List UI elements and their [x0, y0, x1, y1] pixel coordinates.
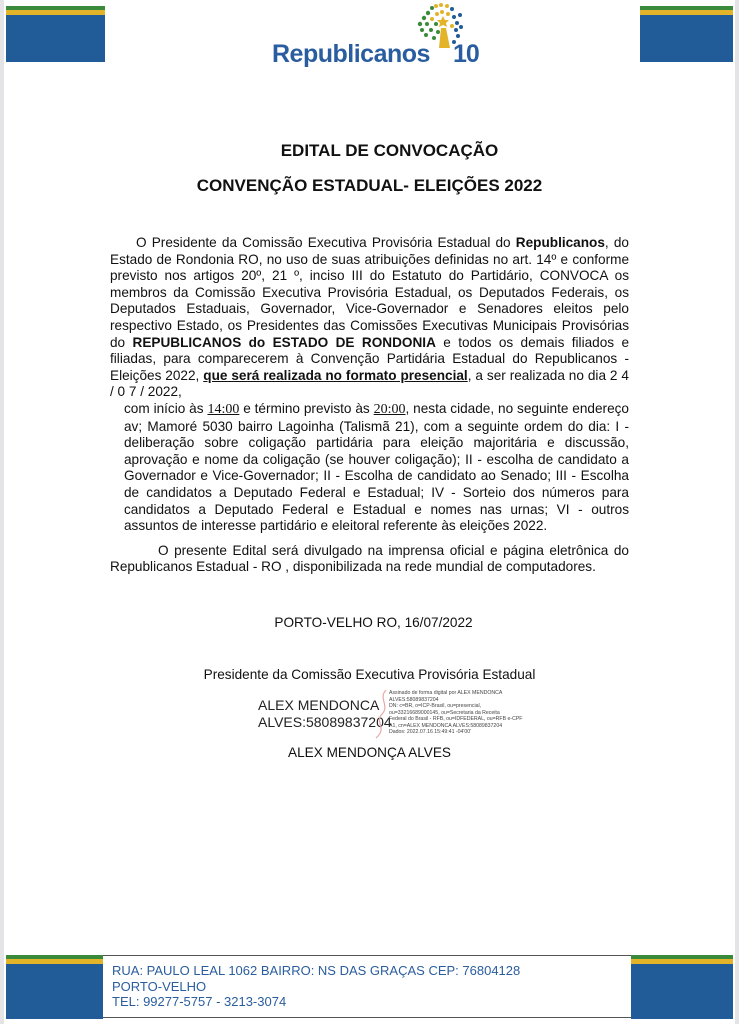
logo-text: Republicanos	[272, 40, 430, 68]
header-flag-left	[6, 6, 105, 62]
format-note: que será realizada no formato presencial	[203, 367, 468, 383]
party-name: Republicanos	[515, 235, 605, 250]
signer-name: ALEX MENDONÇA ALVES	[288, 745, 451, 760]
signature-detail-line: DN: c=BR, o=ICP-Brasil, ou=presencial,	[389, 703, 482, 709]
signature-detail-line: Dados: 2022.07.16 15:49:41 -04'00'	[389, 729, 472, 735]
end-time: 20:00	[373, 401, 406, 417]
header-flag-right	[640, 6, 733, 62]
republicanos-logo	[270, 2, 480, 72]
signature-detail-line: Assinado de forma digital por ALEX MENDONCA	[389, 690, 503, 696]
signature-detail-line: A1, cn=ALEX MENDONCA ALVES:58089837204	[389, 722, 503, 729]
footer-phone: TEL: 99277-5757 - 3213-3074	[112, 994, 287, 1009]
text: e término previsto às	[239, 400, 374, 416]
text: e todos os demais filiados e filiadas, para comparecerem à Convenção Partidária Estadual do Republicanos - Eleições 2022,	[110, 334, 629, 383]
signature-cpf-line: ALVES:58089837204	[258, 714, 392, 730]
signature-name-line: ALEX MENDONCA	[258, 697, 380, 713]
signer-role: Presidente da Comissão Executiva Provisória Estadual	[203, 667, 536, 682]
footer-address: RUA: PAULO LEAL 1062 BAIRRO: NS DAS GRAÇAS CEP: 76804128	[112, 963, 521, 978]
paragraph-agenda	[110, 401, 629, 535]
text: , do Estado de Rondonia RO, no uso de suas atribuições definidas no art. 14º e conforme previsto nos artigos 20º, 21 º, inciso III do Estatuto do Partidário, CONVOCA os membros da Comissão Executiva Provisória Estadual, os Deputados Federais, os Deputados Estaduais, Governador, Vice-Governador e Senadores eleitos pelo respectivo Estado, os Presidentes das Comissões Executivas Municipais Provisórias do	[110, 235, 629, 350]
digital-signature-details	[389, 690, 529, 736]
logo-number: 10	[453, 40, 479, 68]
text: com início às	[124, 400, 208, 416]
text: O Presidente da Comissão Executiva Provisória Estadual do	[136, 235, 516, 250]
signature-detail-line: Federal do Brasil - RFB, ou=IDFEDERAL, ou=RFB e-CPF	[389, 716, 523, 722]
footer-contact	[103, 955, 631, 1018]
text: , nesta cidade, no seguinte endereço av; Mamoré 5030 bairro Lagoinha (Talismã 21), com a seguinte ordem do dia: I - deliberação sobre coligação partidária para eleição majoritária e discussão, aprovação e nome da coligação (se houver coligação); II - escolha de candidato a Governador e Vice-Governador; II - Escolha de candidato ao Senado; III - Escolha de candidatos a Deputado Federal e Estadual; IV - Sorteio dos números para candidatos a Deputado Federal e Estadual e nomes nas urnas; VI - outros assuntos de interesse partidário e eleitoral referente às eleições 2022.	[124, 400, 629, 534]
party-state-name: REPUBLICANOS do ESTADO DE RONDONIA	[132, 334, 436, 350]
document-title: EDITAL DE CONVOCAÇÃO	[280, 141, 499, 160]
document-subtitle: CONVENÇÃO ESTADUAL- ELEIÇÕES 2022	[196, 176, 543, 195]
start-time: 14:00	[207, 401, 240, 417]
footer-flag-left	[6, 955, 103, 1019]
paragraph-publication: O presente Edital será divulgado na imprensa oficial e página eletrônica do Republicanos Estadual - RO , disponibilizada na rede mundial de computadores.	[110, 542, 629, 575]
paragraph-convocation	[110, 235, 629, 401]
footer-city: PORTO-VELHO	[112, 978, 207, 994]
place-date: PORTO-VELHO RO, 16/07/2022	[274, 615, 473, 630]
text: , a ser realizada no dia 2 4 / 0 7 / 2022,	[110, 367, 629, 400]
document-body	[110, 235, 629, 576]
signature-detail-line: ou=33216689000145, ou=Secretaria da Receita	[389, 709, 500, 716]
signature-detail-line: ALVES:58089837204	[389, 696, 439, 703]
footer-flag-right	[631, 955, 733, 1019]
